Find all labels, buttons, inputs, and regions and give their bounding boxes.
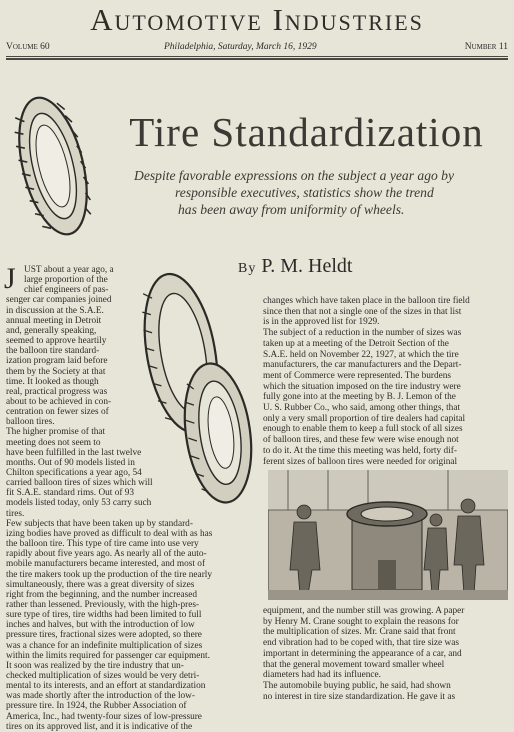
text-line: centration on fewer sizes of	[6, 407, 109, 418]
deck-line: responsible executives, statistics show the trend	[175, 185, 434, 200]
text-line: fit S.A.E. standard rims. Out of 93	[6, 488, 135, 499]
text-line: carried balloon tires of sizes which will	[6, 478, 153, 489]
text-line: Few subjects that have been taken up by standard-	[6, 518, 193, 529]
text-line: time. It looked as though	[6, 376, 99, 387]
text-line: the multiplication of sizes. Mr. Crane said that front	[263, 627, 456, 638]
text-line: enough to enable them to keep a full stock of all sizes	[263, 424, 463, 435]
text-line: ization program laid before	[6, 356, 108, 367]
publication-title: Automotive Industries	[90, 2, 424, 37]
article-headline: Tire Standardization	[129, 109, 484, 155]
masthead-rule-double	[6, 58, 508, 60]
text-line: the tire makers took up the production of the tire nearly	[6, 569, 213, 580]
text-line: S.A.E. held on November 22, 1927, at which the tire	[263, 349, 459, 360]
text-line: The automobile buying public, he said, had shown	[263, 680, 451, 691]
text-line: The subject of a reduction in the number of sizes was	[263, 328, 462, 339]
text-line: ferent sizes of balloon tires were needed for original	[263, 456, 458, 467]
text-line: by Henry M. Crane sought to explain the reasons for	[263, 616, 459, 627]
workshop-illustration	[268, 470, 508, 600]
text-line: diameters had had its influence.	[263, 670, 381, 681]
text-line: of balloon tires, and these few were wise enough not	[263, 435, 459, 446]
text-line: have been fulfilled in the last twelve	[6, 447, 142, 458]
text-line: was made shortly after the introduction of the low-	[6, 691, 195, 702]
text-line: to do it. At the time this meeting was held, forty dif-	[263, 445, 457, 456]
text-line: checked multiplication of sizes would be very detri-	[6, 671, 200, 681]
issue-number: Number 11	[464, 42, 508, 52]
text-line: and, generally speaking,	[6, 325, 97, 336]
text-line: The higher promise of that	[6, 427, 106, 438]
text-line: ment of Commerce were represented. The burdens	[263, 370, 452, 381]
text-line: manufacturers, the car manufacturers and the Depart-	[263, 360, 462, 371]
text-line: since then that not a single one of the sizes in that list	[263, 306, 462, 317]
text-line: no interest in tire size standardization. He gave it as	[263, 691, 456, 702]
left-column-text	[4, 262, 264, 732]
text-line: them by the Society at that	[6, 366, 106, 377]
text-line: in discussion at the S.A.E.	[6, 305, 104, 316]
text-line: simultaneously, there was a great diversity of sizes	[6, 579, 195, 590]
text-line: UST about a year ago, a	[24, 265, 114, 275]
text-line: large proportion of the	[24, 275, 108, 286]
text-line: inches and halves, but with the introduction of low	[6, 620, 195, 631]
text-line: is in the approved list for 1929.	[263, 317, 380, 328]
text-line: izing bodies have proved as difficult to deal with as has	[6, 528, 213, 539]
text-line: was a chance for an indefinite multiplication of sizes	[6, 640, 203, 651]
masthead-rule	[6, 56, 508, 57]
text-line: America, Inc., had twenty-four sizes of low-pressure	[6, 711, 202, 722]
text-line: mobile manufacturers became interested, and most of	[6, 559, 206, 570]
text-line: chief engineers of pas-	[24, 285, 109, 296]
text-line: sure type of tires, tire widths had been limited to full	[6, 610, 202, 621]
right-column-text-bottom	[263, 606, 508, 732]
text-line: that the general movement toward smaller wheel	[263, 659, 445, 670]
text-line: rather than lessened. Previously, with the high-pres-	[6, 599, 200, 610]
text-line: important in determining the appearance of a car, and	[263, 648, 462, 659]
text-line: months. Out of 90 models listed in	[6, 457, 135, 468]
text-line: annual meeting in Detroit	[6, 315, 102, 326]
right-column-text-top	[263, 296, 508, 471]
text-line: seemed to approve heartily	[6, 336, 107, 347]
text-line: equipment, and the number still was growing. A paper	[263, 606, 465, 616]
text-line: fully gone into at the meeting by B. J. Lemon of the	[263, 392, 456, 403]
text-line: which the situation imposed on the tire industry were	[263, 381, 461, 392]
byline-prefix: By	[238, 261, 257, 276]
deck-line: Despite favorable expressions on the subject a year ago by	[134, 168, 455, 183]
deck-line: has been away from uniformity of wheels.	[178, 202, 405, 217]
text-line: within the limits required for passenger car equipment.	[6, 650, 210, 661]
dateline: Philadelphia, Saturday, March 16, 1929	[164, 42, 317, 52]
text-line: right from the beginning, and the number increased	[6, 589, 198, 600]
text-line: U. S. Rubber Co., who said, among other things, that	[263, 403, 461, 413]
text-line: the balloon tire standard-	[6, 346, 100, 357]
text-line: rapidly about five years ago. As nearly all of the auto-	[6, 549, 207, 560]
text-line: changes which have taken place in the balloon tire field	[263, 296, 470, 306]
author-name: P. M. Heldt	[261, 255, 353, 277]
text-line: mental to its interests, and an effort at standardization	[6, 681, 206, 692]
issue-line	[6, 40, 508, 54]
text-line: meeting does not seem to	[6, 437, 101, 448]
drop-cap: J	[4, 262, 16, 295]
text-line: tires.	[6, 508, 25, 519]
text-line: real, practical progress was	[6, 386, 108, 397]
masthead	[0, 0, 514, 70]
tire-illustration-top	[8, 86, 98, 246]
text-line: only a very small proportion of tire dealers had capital	[263, 413, 466, 424]
text-line: the balloon tire. This type of tire came into use very	[6, 539, 199, 550]
text-line: models listed today, only 53 carry such	[6, 498, 152, 509]
text-line: end vibration had to be coped with, that tire size was	[263, 638, 459, 649]
volume-label: Volume 60	[6, 42, 50, 52]
text-line: balloon tires.	[6, 417, 55, 428]
text-line: tires on its approved list, and it is indicative of the	[6, 721, 193, 732]
text-line: pressure tire. In 1924, the Rubber Association of	[6, 701, 187, 712]
text-line: about to be achieved in con-	[6, 396, 112, 407]
text-line: Chilton specifications a year ago, 54	[6, 468, 142, 478]
text-line: taken up at a meeting of the Detroit Section of the	[263, 338, 449, 349]
text-line: senger car companies joined	[6, 295, 112, 306]
text-line: pressure tires, fractional sizes were adopted, so there	[6, 630, 202, 641]
byline	[238, 254, 438, 281]
text-line: It soon was realized by the tire industry that un-	[6, 660, 184, 671]
